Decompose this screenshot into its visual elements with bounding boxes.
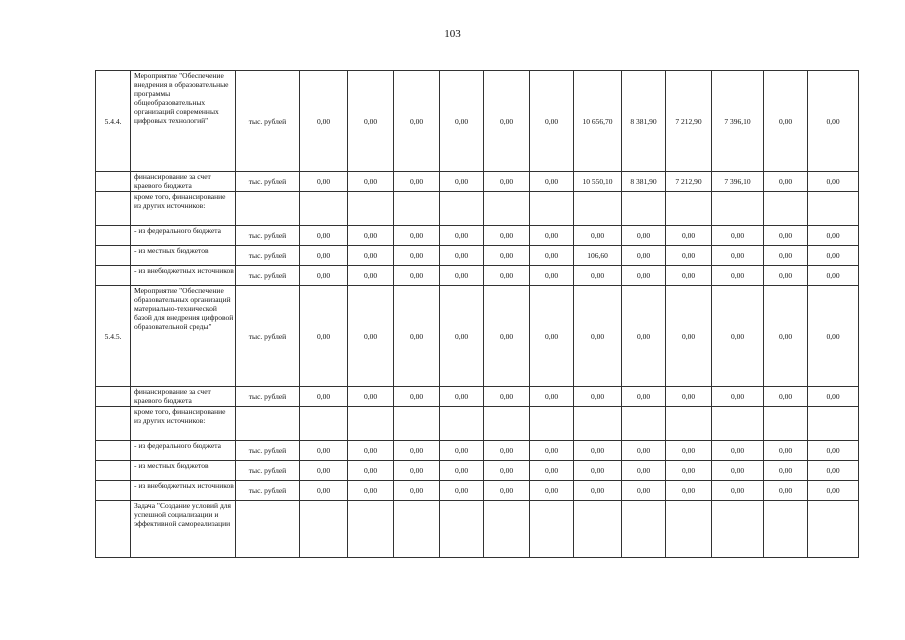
row-name-cell: - из федерального бюджета [131, 441, 236, 461]
value-cell: 0,00 [440, 441, 484, 461]
value-cell: 0,00 [808, 71, 859, 172]
row-code-cell: 5.4.4. [96, 71, 131, 172]
value-cell: 0,00 [300, 71, 348, 172]
row-unit-cell: тыс. рублей [236, 387, 300, 407]
row-code-cell [96, 387, 131, 407]
value-cell: 0,00 [484, 246, 530, 266]
value-cell: 0,00 [712, 266, 764, 286]
value-cell: 0,00 [440, 226, 484, 246]
value-cell: 0,00 [300, 246, 348, 266]
value-cell: 0,00 [530, 246, 574, 266]
value-cell: 0,00 [484, 71, 530, 172]
value-cell: 0,00 [622, 286, 666, 387]
value-cell [712, 407, 764, 441]
value-cell: 10 550,10 [574, 172, 622, 192]
row-name-cell: кроме того, финансирование из других источников: [131, 407, 236, 441]
value-cell: 0,00 [622, 226, 666, 246]
value-cell: 0,00 [666, 246, 712, 266]
value-cell: 0,00 [348, 441, 394, 461]
row-name-cell: кроме того, финансирование из других источников: [131, 192, 236, 226]
row-code-cell [96, 407, 131, 441]
value-cell: 0,00 [530, 441, 574, 461]
value-cell: 0,00 [712, 387, 764, 407]
value-cell: 0,00 [484, 266, 530, 286]
value-cell: 0,00 [666, 387, 712, 407]
value-cell: 0,00 [764, 441, 808, 461]
value-cell [712, 192, 764, 226]
value-cell [440, 501, 484, 558]
value-cell [574, 192, 622, 226]
value-cell: 0,00 [764, 387, 808, 407]
value-cell: 0,00 [666, 226, 712, 246]
value-cell: 0,00 [764, 286, 808, 387]
value-cell: 0,00 [530, 266, 574, 286]
value-cell: 0,00 [484, 286, 530, 387]
value-cell [440, 192, 484, 226]
row-unit-cell [236, 192, 300, 226]
value-cell: 0,00 [764, 481, 808, 501]
value-cell: 0,00 [440, 71, 484, 172]
value-cell: 0,00 [300, 172, 348, 192]
value-cell: 0,00 [764, 172, 808, 192]
row-name-cell: Задача "Создание условий для успешной социализации и эффективной самореализации [131, 501, 236, 558]
value-cell: 0,00 [666, 286, 712, 387]
value-cell [530, 501, 574, 558]
row-code-cell [96, 441, 131, 461]
value-cell [348, 192, 394, 226]
value-cell [440, 407, 484, 441]
row-name-cell: Мероприятие "Обеспечение внедрения в образовательные программы общеобразовательных организаций современных цифровых технологий" [131, 71, 236, 172]
value-cell: 0,00 [394, 286, 440, 387]
value-cell: 0,00 [348, 461, 394, 481]
value-cell: 0,00 [808, 286, 859, 387]
value-cell [394, 192, 440, 226]
value-cell: 0,00 [530, 387, 574, 407]
row-unit-cell: тыс. рублей [236, 246, 300, 266]
value-cell: 0,00 [348, 172, 394, 192]
value-cell: 0,00 [808, 226, 859, 246]
value-cell: 0,00 [440, 481, 484, 501]
value-cell: 0,00 [530, 226, 574, 246]
value-cell: 0,00 [394, 226, 440, 246]
value-cell: 0,00 [622, 441, 666, 461]
value-cell: 0,00 [440, 172, 484, 192]
value-cell: 0,00 [530, 71, 574, 172]
value-cell [484, 407, 530, 441]
row-name-cell: финансирование за счет краевого бюджета [131, 172, 236, 192]
value-cell [808, 407, 859, 441]
value-cell: 7 396,10 [712, 172, 764, 192]
value-cell: 0,00 [574, 226, 622, 246]
value-cell: 0,00 [666, 461, 712, 481]
value-cell: 7 396,10 [712, 71, 764, 172]
value-cell: 0,00 [712, 286, 764, 387]
row-unit-cell: тыс. рублей [236, 71, 300, 172]
row-code-cell: 5.4.5. [96, 286, 131, 387]
row-unit-cell: тыс. рублей [236, 266, 300, 286]
row-unit-cell: тыс. рублей [236, 481, 300, 501]
value-cell [300, 407, 348, 441]
value-cell: 0,00 [300, 481, 348, 501]
row-code-cell [96, 192, 131, 226]
value-cell: 0,00 [808, 387, 859, 407]
value-cell: 0,00 [440, 461, 484, 481]
value-cell: 0,00 [666, 481, 712, 501]
value-cell [300, 501, 348, 558]
table-row [96, 192, 859, 226]
value-cell [666, 192, 712, 226]
row-name-cell: - из местных бюджетов [131, 246, 236, 266]
value-cell: 0,00 [300, 286, 348, 387]
value-cell [530, 192, 574, 226]
value-cell: 0,00 [394, 246, 440, 266]
value-cell: 0,00 [574, 441, 622, 461]
row-unit-cell: тыс. рублей [236, 286, 300, 387]
value-cell: 0,00 [808, 481, 859, 501]
value-cell: 0,00 [484, 387, 530, 407]
row-code-cell [96, 501, 131, 558]
value-cell: 0,00 [348, 246, 394, 266]
table-body [96, 71, 859, 558]
table-row [96, 441, 859, 461]
table-row [96, 501, 859, 558]
value-cell: 0,00 [484, 481, 530, 501]
value-cell [394, 501, 440, 558]
value-cell: 0,00 [764, 246, 808, 266]
value-cell: 0,00 [394, 441, 440, 461]
value-cell: 0,00 [300, 461, 348, 481]
value-cell: 0,00 [484, 441, 530, 461]
table-row [96, 226, 859, 246]
page-number: 103 [444, 28, 461, 40]
value-cell: 0,00 [712, 246, 764, 266]
value-cell [574, 501, 622, 558]
row-unit-cell: тыс. рублей [236, 226, 300, 246]
row-unit-cell: тыс. рублей [236, 441, 300, 461]
value-cell: 0,00 [484, 226, 530, 246]
value-cell: 0,00 [764, 461, 808, 481]
table-row [96, 407, 859, 441]
value-cell: 0,00 [666, 266, 712, 286]
value-cell: 0,00 [300, 387, 348, 407]
row-code-cell [96, 481, 131, 501]
value-cell: 0,00 [808, 266, 859, 286]
row-name-cell: - из внебюджетных источников [131, 266, 236, 286]
value-cell: 7 212,90 [666, 172, 712, 192]
row-code-cell [96, 246, 131, 266]
value-cell: 0,00 [764, 226, 808, 246]
row-unit-cell [236, 407, 300, 441]
row-code-cell [96, 226, 131, 246]
row-code-cell [96, 461, 131, 481]
value-cell: 0,00 [622, 246, 666, 266]
value-cell: 0,00 [394, 481, 440, 501]
value-cell: 0,00 [300, 441, 348, 461]
value-cell: 0,00 [574, 286, 622, 387]
value-cell [666, 501, 712, 558]
row-name-cell: Мероприятие "Обеспечение образовательных организаций материально-технической базой для внедрения цифровой образовательной среды" [131, 286, 236, 387]
value-cell: 0,00 [808, 172, 859, 192]
value-cell [484, 192, 530, 226]
value-cell [764, 501, 808, 558]
value-cell: 0,00 [440, 246, 484, 266]
value-cell: 0,00 [764, 266, 808, 286]
value-cell [764, 192, 808, 226]
row-name-cell: - из местных бюджетов [131, 461, 236, 481]
value-cell: 0,00 [394, 266, 440, 286]
row-code-cell [96, 172, 131, 192]
row-unit-cell: тыс. рублей [236, 172, 300, 192]
value-cell: 0,00 [440, 266, 484, 286]
value-cell [394, 407, 440, 441]
value-cell: 8 381,90 [622, 71, 666, 172]
value-cell [348, 407, 394, 441]
value-cell: 0,00 [530, 481, 574, 501]
value-cell: 0,00 [712, 441, 764, 461]
table-row [96, 286, 859, 387]
value-cell: 0,00 [348, 71, 394, 172]
value-cell [530, 407, 574, 441]
table-row [96, 387, 859, 407]
row-unit-cell: тыс. рублей [236, 461, 300, 481]
table-row [96, 481, 859, 501]
budget-table [95, 70, 859, 558]
value-cell: 0,00 [394, 71, 440, 172]
value-cell: 0,00 [712, 461, 764, 481]
value-cell [764, 407, 808, 441]
value-cell: 0,00 [440, 387, 484, 407]
value-cell: 0,00 [666, 441, 712, 461]
table-row [96, 246, 859, 266]
value-cell: 0,00 [574, 387, 622, 407]
value-cell: 0,00 [530, 286, 574, 387]
value-cell: 0,00 [622, 461, 666, 481]
value-cell: 0,00 [484, 461, 530, 481]
value-cell: 0,00 [764, 71, 808, 172]
value-cell [484, 501, 530, 558]
value-cell: 10 656,70 [574, 71, 622, 172]
value-cell: 0,00 [394, 172, 440, 192]
value-cell: 0,00 [574, 266, 622, 286]
value-cell: 0,00 [622, 387, 666, 407]
row-name-cell: - из федерального бюджета [131, 226, 236, 246]
value-cell: 0,00 [808, 441, 859, 461]
value-cell: 0,00 [300, 226, 348, 246]
value-cell: 7 212,90 [666, 71, 712, 172]
value-cell: 0,00 [622, 266, 666, 286]
value-cell [574, 407, 622, 441]
row-name-cell: финансирование за счет краевого бюджета [131, 387, 236, 407]
value-cell: 0,00 [808, 246, 859, 266]
value-cell: 0,00 [348, 387, 394, 407]
value-cell: 0,00 [484, 172, 530, 192]
table-row [96, 461, 859, 481]
value-cell: 0,00 [574, 461, 622, 481]
table-row [96, 266, 859, 286]
row-code-cell [96, 266, 131, 286]
value-cell: 0,00 [530, 172, 574, 192]
value-cell: 0,00 [348, 286, 394, 387]
value-cell [712, 501, 764, 558]
value-cell: 0,00 [440, 286, 484, 387]
value-cell [300, 192, 348, 226]
row-name-cell: - из внебюджетных источников [131, 481, 236, 501]
value-cell [622, 501, 666, 558]
value-cell: 0,00 [622, 481, 666, 501]
value-cell [666, 407, 712, 441]
value-cell: 0,00 [300, 266, 348, 286]
value-cell [348, 501, 394, 558]
value-cell [808, 192, 859, 226]
table-row [96, 71, 859, 172]
value-cell [808, 501, 859, 558]
value-cell: 0,00 [574, 481, 622, 501]
value-cell: 8 381,90 [622, 172, 666, 192]
value-cell: 0,00 [530, 461, 574, 481]
table-row [96, 172, 859, 192]
value-cell: 0,00 [348, 266, 394, 286]
value-cell [622, 192, 666, 226]
value-cell: 0,00 [394, 461, 440, 481]
value-cell: 0,00 [808, 461, 859, 481]
value-cell: 0,00 [712, 226, 764, 246]
value-cell: 0,00 [348, 481, 394, 501]
value-cell: 106,60 [574, 246, 622, 266]
value-cell: 0,00 [712, 481, 764, 501]
value-cell: 0,00 [348, 226, 394, 246]
value-cell: 0,00 [394, 387, 440, 407]
row-unit-cell [236, 501, 300, 558]
value-cell [622, 407, 666, 441]
